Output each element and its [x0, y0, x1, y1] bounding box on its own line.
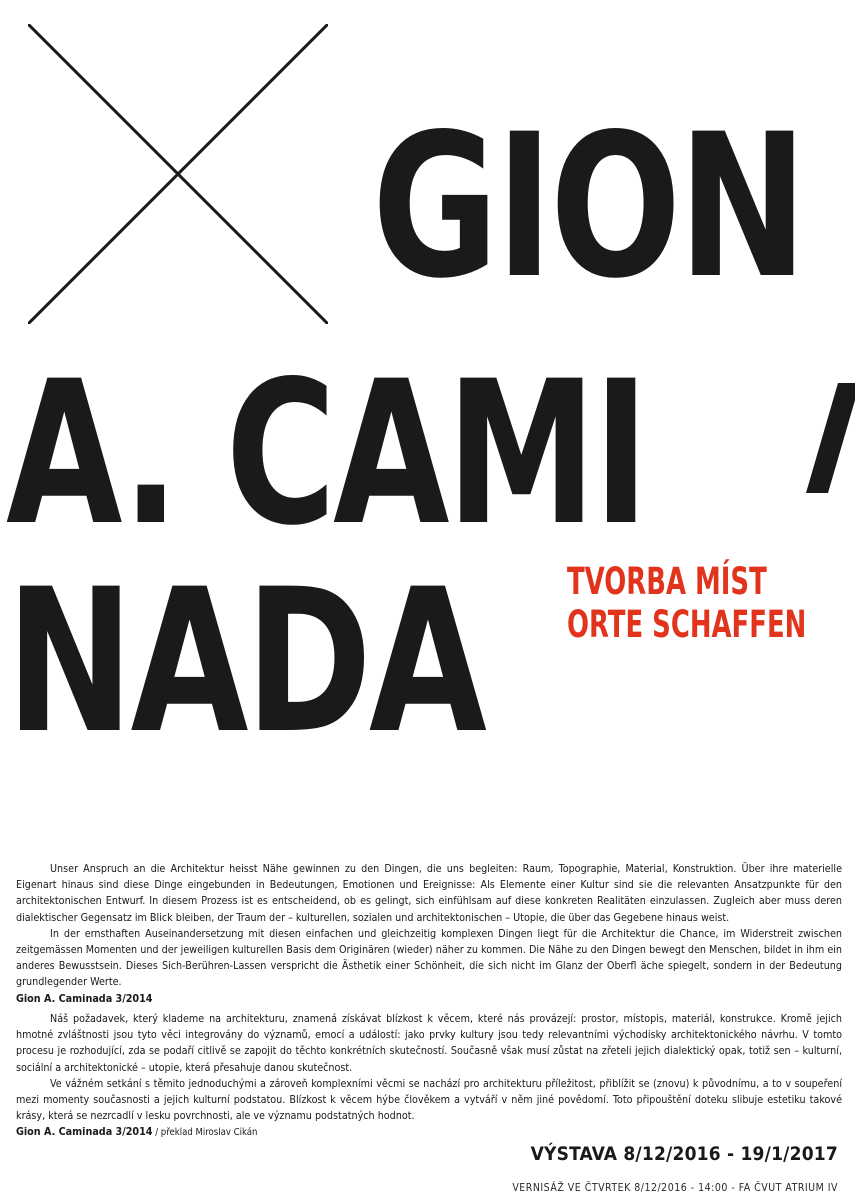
german-paragraph-2: In der ernsthaften Auseinandersetzung mit diesen einfachen und gleichzeitig komplexen Dingen liegt für die Architektur die Chance, im Widerstreit zwischen zeitgemässen Momenten und der jeweiligen kulturellen Basis dem Originären (wieder) näher zu kommen. Die Nähe zu den Dingen bewegt den Menschen, bildet in ihm ein anderes Bewusstsein. Dieses Sich-Berühren-Lassen verspricht die Ästhetik einer Schönheit, die sich nicht im Glanz der Oberfl äche spiegelt, sondern in der Bedeutung grundlegender Werte. — [16, 926, 842, 989]
subtitle-german: ORTE SCHAFFEN — [567, 603, 807, 646]
opening-details: VERNISÁŽ VE ČTVRTEK 8/12/2016 - 14:00 - FA ČVUT ATRIUM IV — [512, 1182, 838, 1194]
translation-credit: / překlad Miroslav Cikán — [152, 1127, 258, 1139]
headline-line-a-cami: A. CAMI — [6, 338, 647, 569]
czech-paragraph-1: Náš požadavek, který klademe na architekturu, znamená získávat blízkost k věcem, které nás provázejí: prostor, místopis, materiál, konstrukce. Kromě jejich hmotné zvláštnosti jsou tyto věci integrovány do významů, emocí a událostí: jako prvky kultury jsou tedy relevantními východisky architektonického návrhu. V tomto procesu je rozhodující, zda se podaří citlivě se zapojit do těchto konkrétních skutečností. Současně však musí zůstat na zřeteli jejich dialektický opak, totiž sen – kulturní, sociální a architektonické – utopie, která přesahuje danou skutečnost. — [16, 1012, 842, 1074]
x-cross-graphic — [28, 24, 328, 324]
german-text-block — [16, 861, 842, 1007]
czech-paragraph-2: Ve vážném setkání s těmito jednoduchými a zároveň komplexními věcmi se nachází pro architekturu příležitost, přiblížit se (znovu) k původnímu, a to v soupeření mezi momenty současnosti a jejich kulturní podstatou. Blízkost k věcem hýbe člověkem a vytváří v něm jiné povědomí. Toto připouštění doteku slibuje estetiku takové krásy, která se nezrcadlí v lesku povrchnosti, ale ve významu podstatných hodnot. — [16, 1076, 842, 1123]
german-signature: Gion A. Caminada 3/2014 — [16, 991, 153, 1005]
czech-text-block — [16, 1011, 842, 1142]
headline-line-gion: GION — [372, 91, 805, 322]
czech-signature — [16, 1124, 842, 1141]
german-paragraph-1: Unser Anspruch an die Architektur heisst Nähe gewinnen zu den Dingen, die uns begleiten: Raum, Topographie, Material, Konstruktion. Über ihre materielle Eigenart hinaus sind diese Dinge eingebunden in Bedeutungen, Emotionen und Ereignisse: Als Elemente einer Kultur sind sie die relevanten Ansatzpunkte für den architektonischen Entwurf. In diesem Prozess ist es entscheidend, ob es gelingt, sich einfühlsam auf diese konkreten Realitäten einzulassen. Zugleich aber muss deren dialektischer Gegensatz im Blick bleiben, der Traum der – kulturellen, sozialen und architektonischen – Utopie, die über das Gegebene hinaus weist. — [16, 862, 842, 924]
slash-graphic — [800, 383, 855, 503]
subtitle-czech: TVORBA MÍST — [567, 560, 767, 603]
exhibition-dates: VÝSTAVA 8/12/2016 - 19/1/2017 — [530, 1143, 838, 1165]
headline-line-nada: NADA — [6, 546, 484, 777]
czech-signature-author: Gion A. Caminada 3/2014 — [16, 1125, 153, 1139]
